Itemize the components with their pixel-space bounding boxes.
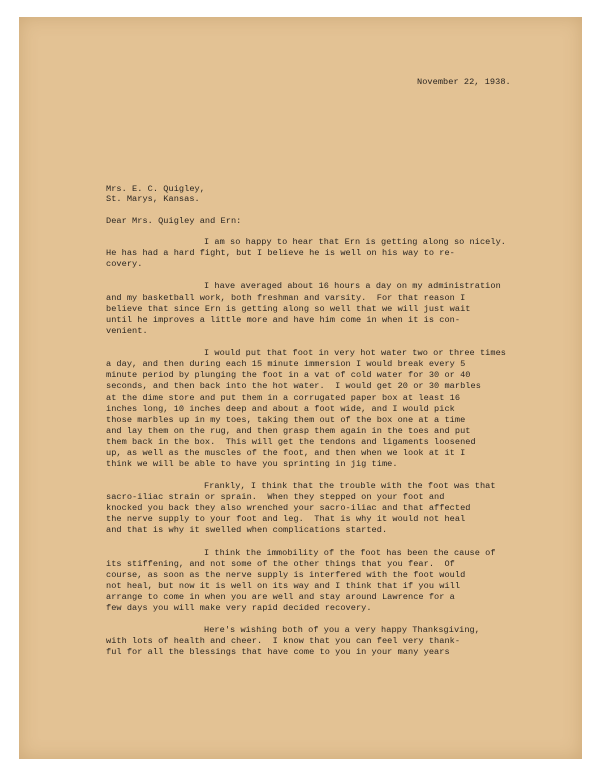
body-line: sacro-iliac strain or sprain. When they stepped on your foot and [106,492,445,502]
body-line: I would put that foot in very hot water two or three times [204,348,507,358]
body-line: them back in the box. This will get the tendons and ligaments loosened [106,437,476,447]
body-line: until he improves a little more and have him come in when it is con- [106,315,461,325]
body-line: at the dime store and put them in a corrugated paper box at least 16 [106,393,461,403]
body-line: Frankly, I think that the trouble with the foot was that [204,481,496,491]
body-line: a day, and then during each 15 minute immersion I would break every 5 [106,359,466,369]
body-line: arrange to come in when you are well and stay around Lawrence for a [106,592,455,602]
body-line: venient. [106,326,148,336]
body-line: think we will be able to have you sprinting in jig time. [106,459,398,469]
body-line: I have averaged about 16 hours a day on my administration [204,281,501,291]
body-line: Here's wishing both of you a very happy Thanksgiving, [204,625,480,635]
body-line: minute period by plunging the foot in a vat of cold water for 30 or 40 [106,370,471,380]
body-line: and my basketball work, both freshman and varsity. For that reason I [106,293,466,303]
body-line: inches long, 10 inches deep and about a foot wide, and I would pick [106,404,455,414]
body-line: the nerve supply to your foot and leg. That is why it would not heal [106,514,466,524]
letter-date: November 22, 1938. [417,77,511,87]
body-line: with lots of health and cheer. I know that you can feel very thank- [106,636,461,646]
body-line: covery. [106,259,143,269]
salutation: Dear Mrs. Quigley and Ern: [106,216,242,226]
body-line: ful for all the blessings that have come to you in your many years [106,647,450,657]
body-line: He has had a hard fight, but I believe he is well on his way to re- [106,248,455,258]
typewritten-text [19,17,582,759]
address-line-1: Mrs. E. C. Quigley, [106,184,205,194]
address-line-2: St. Marys, Kansas. [106,194,200,204]
body-line: those marbles up in my toes, taking them out of the box one at a time [106,415,466,425]
body-line: its stiffening, and not some of the other things that you fear. Of [106,559,455,569]
body-line: and that is why it swelled when complications started. [106,525,388,535]
body-line: seconds, and then back into the hot water. I would get 20 or 30 marbles [106,381,481,391]
body-line: knocked you back they also wrenched your sacro-iliac and that affected [106,503,471,513]
body-line: few days you will make very rapid decided recovery. [106,603,372,613]
body-line: up, as well as the muscles of the foot, and then when we look at it I [106,448,466,458]
body-line: and lay them on the rug, and then grasp them again in the toes and put [106,426,471,436]
body-line: I think the immobility of the foot has been the cause of [204,548,496,558]
body-line: course, as soon as the nerve supply is interfered with the foot would [106,570,466,580]
body-line: I am so happy to hear that Ern is getting along so nicely. [204,237,507,247]
body-line: believe that since Ern is getting along so well that we will just wait [106,304,471,314]
letter-page [19,17,582,759]
body-line: not heal, but now it is well on its way and I think that if you will [106,581,461,591]
